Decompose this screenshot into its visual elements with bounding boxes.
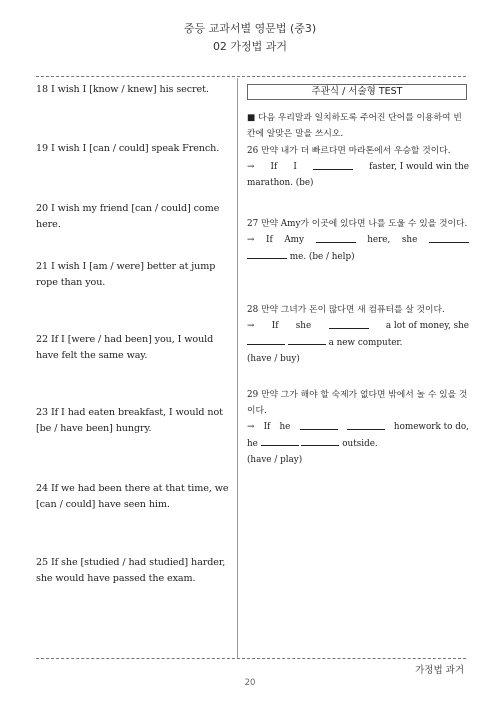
page-number: 20 (244, 678, 256, 688)
exercise-29: 29 만약 그가 해야 할 숙제가 없다면 밖에서 놀 수 있을 것이다. → If he homework to do, he outside. (have / play) (247, 387, 469, 468)
question-22: 22 If I [were / had been] you, I would have felt the same way. (36, 334, 214, 361)
answer-blank (288, 334, 326, 345)
question-25: 25 If she [studied / had studied] harder, she would have passed the exam. (36, 557, 226, 584)
answer-blank (329, 318, 369, 329)
question-24: 24 If we had been there at that time, we [can / could] have seen him. (36, 483, 229, 510)
exercise-28-korean: 28 만약 그녀가 돈이 많다면 새 컴퓨터를 살 것이다. (247, 305, 445, 315)
question-21: 21 I wish I [am / were] better at jump rope than you. (36, 261, 216, 288)
footer-section-label: 가정법 과거 (415, 665, 464, 676)
exercise-29-line1: → If he homework to do, (247, 419, 469, 435)
question-19: 19 I wish I [can / could] speak French. (36, 143, 220, 154)
section-title: 02 가정법 과거 (212, 40, 288, 53)
exercise-27-line1: → If Amy here, she (247, 232, 469, 248)
exercise-26-line1: → If I faster, I would win the (247, 159, 469, 175)
answer-blank (301, 435, 339, 446)
column-divider (237, 78, 238, 658)
exercise-26-korean: 26 만약 내가 더 빠르다면 마라톤에서 우승할 것이다. (247, 146, 451, 156)
exercise-27: 27 만약 Amy가 이곳에 있다면 나를 도울 수 있을 것이다. → If Amy here, she me. (be / help) (247, 216, 469, 265)
answer-blank (261, 435, 299, 446)
test-label-box: 주관식 / 서술형 TEST (247, 84, 467, 100)
test-instruction: ■ 다음 우리말과 일치하도록 주어진 단어를 이용하여 빈칸에 알맞은 말을 쓰시오. (247, 113, 462, 139)
exercise-29-korean: 29 만약 그가 해야 할 숙제가 없다면 밖에서 놀 수 있을 것이다. (247, 390, 468, 416)
answer-blank (429, 232, 469, 243)
bottom-divider (36, 658, 466, 659)
answer-blank (247, 334, 285, 345)
answer-blank (316, 232, 356, 243)
question-20: 20 I wish my friend [can / could] come here. (36, 203, 220, 230)
question-23: 23 If I had eaten breakfast, I would not [be / have been] hungry. (36, 407, 223, 434)
answer-blank (347, 419, 385, 430)
exercise-28-line1: → If she a lot of money, she (247, 318, 469, 334)
top-divider (36, 76, 466, 77)
answer-blank (313, 159, 353, 170)
document-title: 중등 교과서별 영문법 (중3) (183, 22, 317, 35)
answer-blank (247, 248, 287, 259)
exercise-27-korean: 27 만약 Amy가 이곳에 있다면 나를 도울 수 있을 것이다. (247, 219, 468, 229)
answer-blank (300, 419, 338, 430)
exercise-26: 26 만약 내가 더 빠르다면 마라톤에서 우승할 것이다. → If I faster, I would win the marathon. (be) (247, 143, 469, 191)
exercise-28: 28 만약 그녀가 돈이 많다면 새 컴퓨터를 살 것이다. → If she a lot of money, she a new computer. (have / buy) (247, 302, 469, 367)
question-18: 18 I wish I [know / knew] his secret. (36, 84, 209, 95)
